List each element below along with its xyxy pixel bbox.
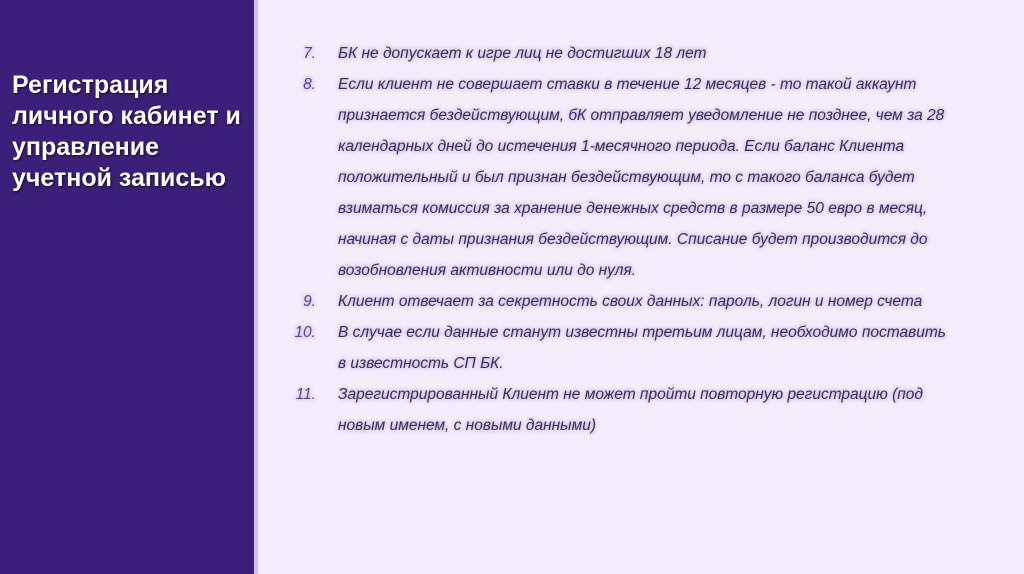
item-text: БК не допускает к игре лиц не достигших 18 лет xyxy=(338,45,707,62)
list-item xyxy=(258,69,998,286)
item-number: 9. xyxy=(303,293,316,310)
list-item xyxy=(258,317,998,379)
list-item xyxy=(258,379,998,441)
content-panel xyxy=(258,0,1024,574)
item-text: Зарегистрированный Клиент не может пройти повторную регистрацию (под новым именем, с новыми данными) xyxy=(338,386,923,434)
list-item xyxy=(258,38,998,69)
slide-title: Регистрация личного кабинет и управление учетной записью xyxy=(12,71,241,192)
item-text: Если клиент не совершает ставки в течение 12 месяцев - то такой аккаунт признается бездействующим, бК отправляет уведомление не позднее, чем за 28 календарных дней до истечения 1-месячного периода. Если баланс Клиента положительный и был признан бездействующим, то с такого баланса будет взиматься комиссия за хранение денежных средств в размере 50 евро в месяц, начиная с даты признания бездействующим. Списание будет производится до возобновления активности или до нуля. xyxy=(338,76,945,279)
item-number: 11. xyxy=(295,386,316,403)
item-text: В случае если данные станут известны третьим лицам, необходимо поставить в известность СП БК. xyxy=(338,324,946,372)
sidebar-panel xyxy=(0,0,254,574)
item-number: 10. xyxy=(294,324,316,341)
list-item xyxy=(258,286,998,317)
item-number: 7. xyxy=(303,45,316,62)
rules-list xyxy=(258,38,998,441)
item-number: 8. xyxy=(303,76,316,93)
item-text: Клиент отвечает за секретность своих данных: пароль, логин и номер счета xyxy=(338,293,923,310)
